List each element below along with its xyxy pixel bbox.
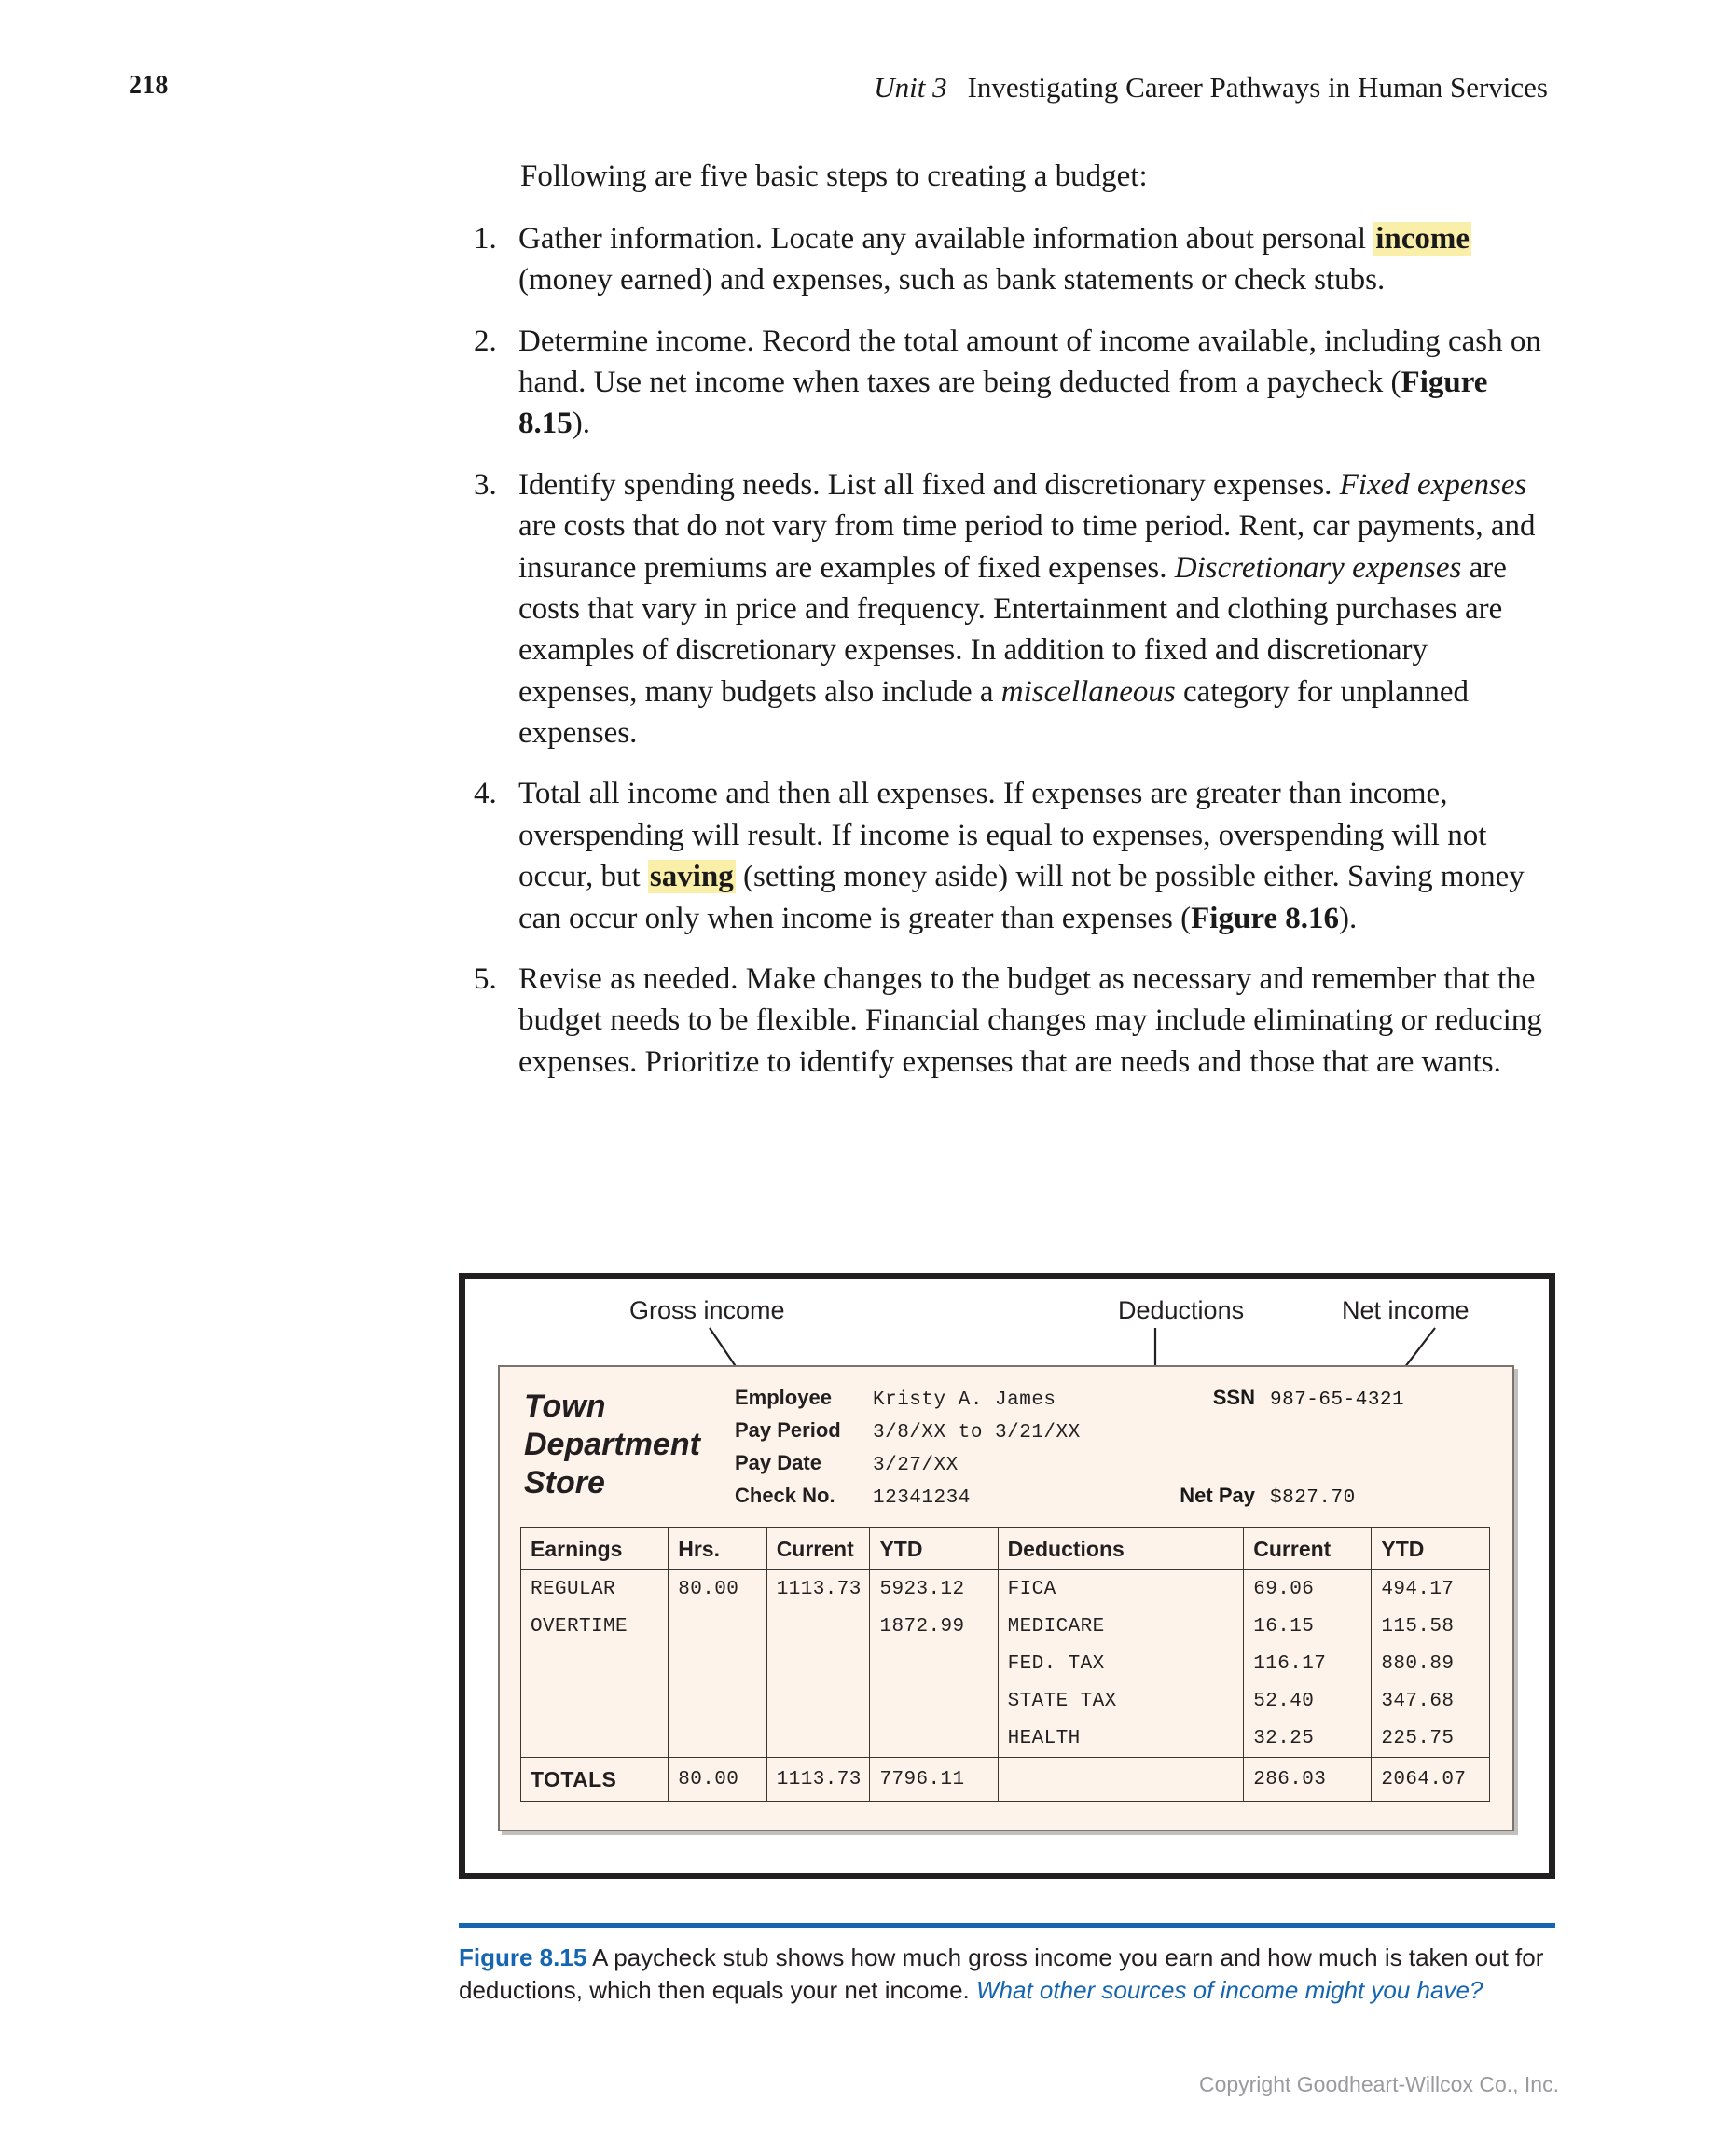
running-head-title: [0, 71, 1548, 104]
table-column-header: Hrs.: [669, 1528, 766, 1570]
table-cell: 225.75: [1372, 1720, 1490, 1758]
budget-step: [474, 959, 1546, 1083]
paycheck-meta-row: [735, 1451, 1081, 1484]
callout-label-net-income: Net income: [1342, 1296, 1470, 1324]
paycheck-table-wrap: [520, 1527, 1490, 1802]
step-text: are costs that do not vary from time period to time period. Rent, car payments, and insurance premiums are examples of fixed expenses.: [518, 509, 1536, 585]
paycheck-stub: [498, 1365, 1514, 1831]
totals-cell: 80.00: [669, 1758, 766, 1802]
callout-label-gross-income: Gross income: [629, 1296, 785, 1324]
step-text: (setting money aside) will not be possible either. Saving money can occur only when income is greater than expenses (: [518, 860, 1525, 935]
table-cell: [870, 1720, 998, 1758]
table-cell: [766, 1720, 870, 1758]
table-cell: [669, 1645, 766, 1682]
paycheck-meta-row: [735, 1418, 1081, 1451]
step-text: Identify spending needs. List all fixed and discretionary expenses.: [518, 467, 1340, 502]
table-cell: MEDICARE: [998, 1608, 1244, 1645]
paycheck-summary-value: 987-65-4321: [1270, 1389, 1405, 1411]
emphasis-term: Fixed expenses: [1339, 467, 1527, 502]
table-row: [521, 1682, 1490, 1720]
running-head: [0, 71, 1725, 108]
caption-rule: [459, 1923, 1555, 1928]
totals-row: [521, 1758, 1490, 1802]
budget-step: [474, 218, 1546, 301]
table-cell: HEALTH: [998, 1720, 1244, 1758]
table-cell: [870, 1682, 998, 1720]
table-body: [521, 1570, 1490, 1758]
table-cell: [766, 1608, 870, 1645]
step-text: Gather information. Locate any available information about personal: [518, 221, 1374, 256]
table-cell: STATE TAX: [998, 1682, 1244, 1720]
table-row: [521, 1645, 1490, 1682]
totals-cell: [998, 1758, 1244, 1802]
paycheck-meta-label: Pay Date: [735, 1451, 821, 1474]
figure-reference: Figure 8.15: [518, 366, 1488, 441]
budget-step: [474, 773, 1546, 939]
figure-8-15: [459, 1273, 1555, 1879]
paycheck-meta-value: 3/8/XX to 3/21/XX: [873, 1422, 1081, 1444]
table-column-header: YTD: [1372, 1528, 1490, 1570]
paycheck-meta-row: [735, 1386, 1081, 1418]
step-number: 1.: [474, 221, 497, 256]
table-cell: [521, 1682, 669, 1720]
emphasis-term: miscellaneous: [1000, 674, 1176, 709]
paycheck-summary-row: [1143, 1484, 1404, 1516]
table-cell: [669, 1682, 766, 1720]
employer-name: Town Department Store: [524, 1389, 700, 1501]
step-number: 5.: [474, 961, 497, 996]
paycheck-meta-right: [1143, 1386, 1404, 1516]
page-number: 218: [129, 71, 169, 100]
table-cell: 52.40: [1244, 1682, 1372, 1720]
step-text: (money earned) and expenses, such as bank statements or check stubs.: [518, 263, 1386, 297]
paycheck-summary-spacer: [1143, 1418, 1404, 1484]
running-head-subject: Investigating Career Pathways in Human Services: [967, 71, 1548, 104]
totals-cell: 2064.07: [1372, 1758, 1490, 1802]
step-text: ).: [1339, 901, 1358, 935]
table-cell: [521, 1720, 669, 1758]
paycheck-meta-label: Employee: [735, 1386, 832, 1409]
table-cell: 115.58: [1372, 1608, 1490, 1645]
table-cell: 1872.99: [870, 1608, 998, 1645]
paycheck-summary-label: Net Pay: [1180, 1484, 1255, 1507]
table-cell: [766, 1682, 870, 1720]
caption-question: What other sources of income might you have?: [976, 1976, 1484, 2005]
table-cell: 16.15: [1244, 1608, 1372, 1645]
running-head-unit: Unit 3: [874, 71, 947, 104]
callout-label-deductions: Deductions: [1118, 1296, 1245, 1324]
budget-step: [474, 464, 1546, 754]
glossary-term: income: [1375, 221, 1470, 256]
table-cell: [669, 1608, 766, 1645]
body-text-column: [474, 157, 1546, 1083]
paycheck-meta-label: Pay Period: [735, 1418, 841, 1442]
step-number: 3.: [474, 467, 497, 502]
step-text: Total all income and then all expenses. If expenses are greater than income, overspending will result. If income is equal to expenses, overspending will not occur, but: [518, 777, 1487, 894]
table-row: [521, 1720, 1490, 1758]
table-header-row: [521, 1528, 1490, 1570]
table-cell: FICA: [998, 1570, 1244, 1609]
budget-steps-list: [474, 218, 1546, 1083]
table-cell: 116.17: [1244, 1645, 1372, 1682]
glossary-term: saving: [649, 860, 734, 894]
table-cell: 1113.73: [766, 1570, 870, 1609]
table-cell: OVERTIME: [521, 1608, 669, 1645]
table-column-header: Current: [766, 1528, 870, 1570]
table-cell: 494.17: [1372, 1570, 1490, 1609]
paycheck-meta-row: [735, 1484, 1081, 1516]
budget-step: [474, 321, 1546, 445]
step-text: Revise as needed. Make changes to the budget as necessary and remember that the budget needs to be flexible. Financial changes may include eliminating or reducing expenses. Prioritize to identify expenses that are needs and those that are wants.: [518, 961, 1542, 1079]
table-cell: REGULAR: [521, 1570, 669, 1609]
table-cell: 5923.12: [870, 1570, 998, 1609]
figure-reference: Figure 8.16: [1191, 901, 1340, 935]
figure-caption: [459, 1923, 1555, 2008]
step-number: 2.: [474, 324, 497, 358]
table-column-header: YTD: [870, 1528, 998, 1570]
caption-text: [459, 1942, 1555, 2008]
copyright-line: Copyright Goodheart-Willcox Co., Inc.: [1198, 2072, 1559, 2096]
table-cell: 80.00: [669, 1570, 766, 1609]
table-cell: 32.25: [1244, 1720, 1372, 1758]
table-cell: 347.68: [1372, 1682, 1490, 1720]
table-cell: 880.89: [1372, 1645, 1490, 1682]
table-column-header: Current: [1244, 1528, 1372, 1570]
paycheck-meta-left: [735, 1386, 1081, 1516]
paycheck-summary-label: SSN: [1212, 1386, 1255, 1409]
table-column-header: Earnings: [521, 1528, 669, 1570]
table-cell: [766, 1645, 870, 1682]
paycheck-meta-value: Kristy A. James: [873, 1389, 1056, 1411]
table-cell: [521, 1645, 669, 1682]
totals-cell: TOTALS: [521, 1758, 669, 1802]
step-text: category for unplanned expenses.: [518, 674, 1470, 750]
totals-cell: 7796.11: [870, 1758, 998, 1802]
step-text: ).: [572, 407, 590, 441]
step-text: are costs that vary in price and frequency. Entertainment and clothing purchases are examples of discretionary expenses. In addition to fixed and discretionary expenses, many budgets also include a: [518, 550, 1507, 709]
table-cell: [669, 1720, 766, 1758]
paycheck-meta-value: 12341234: [873, 1487, 971, 1509]
earnings-deductions-table: [520, 1527, 1490, 1802]
paycheck-stub-header: [500, 1367, 1512, 1527]
table-cell: 69.06: [1244, 1570, 1372, 1609]
totals-cell: 286.03: [1244, 1758, 1372, 1802]
table-row: [521, 1570, 1490, 1609]
emphasis-term: Discretionary expenses: [1174, 550, 1462, 585]
paycheck-summary-value: $827.70: [1270, 1487, 1356, 1509]
caption-body: A paycheck stub shows how much gross income you earn and how much is taken out for deductions, which then equals your net income.: [459, 1943, 1544, 2005]
caption-figure-number: Figure 8.15: [459, 1943, 587, 1971]
step-number: 4.: [474, 777, 497, 811]
step-text: Determine income. Record the total amount of income available, including cash on hand. Use net income when taxes are being deducted from a paycheck (: [518, 324, 1541, 399]
paycheck-summary-row: [1143, 1386, 1404, 1418]
table-totals-row: [521, 1758, 1490, 1802]
paycheck-meta-label: Check No.: [735, 1484, 835, 1507]
intro-paragraph: Following are five basic steps to creating a budget:: [520, 159, 1148, 193]
totals-cell: 1113.73: [766, 1758, 870, 1802]
table-cell: [870, 1645, 998, 1682]
table-column-header: Deductions: [998, 1528, 1244, 1570]
table-row: [521, 1608, 1490, 1645]
paycheck-meta-value: 3/27/XX: [873, 1455, 959, 1476]
table-cell: FED. TAX: [998, 1645, 1244, 1682]
